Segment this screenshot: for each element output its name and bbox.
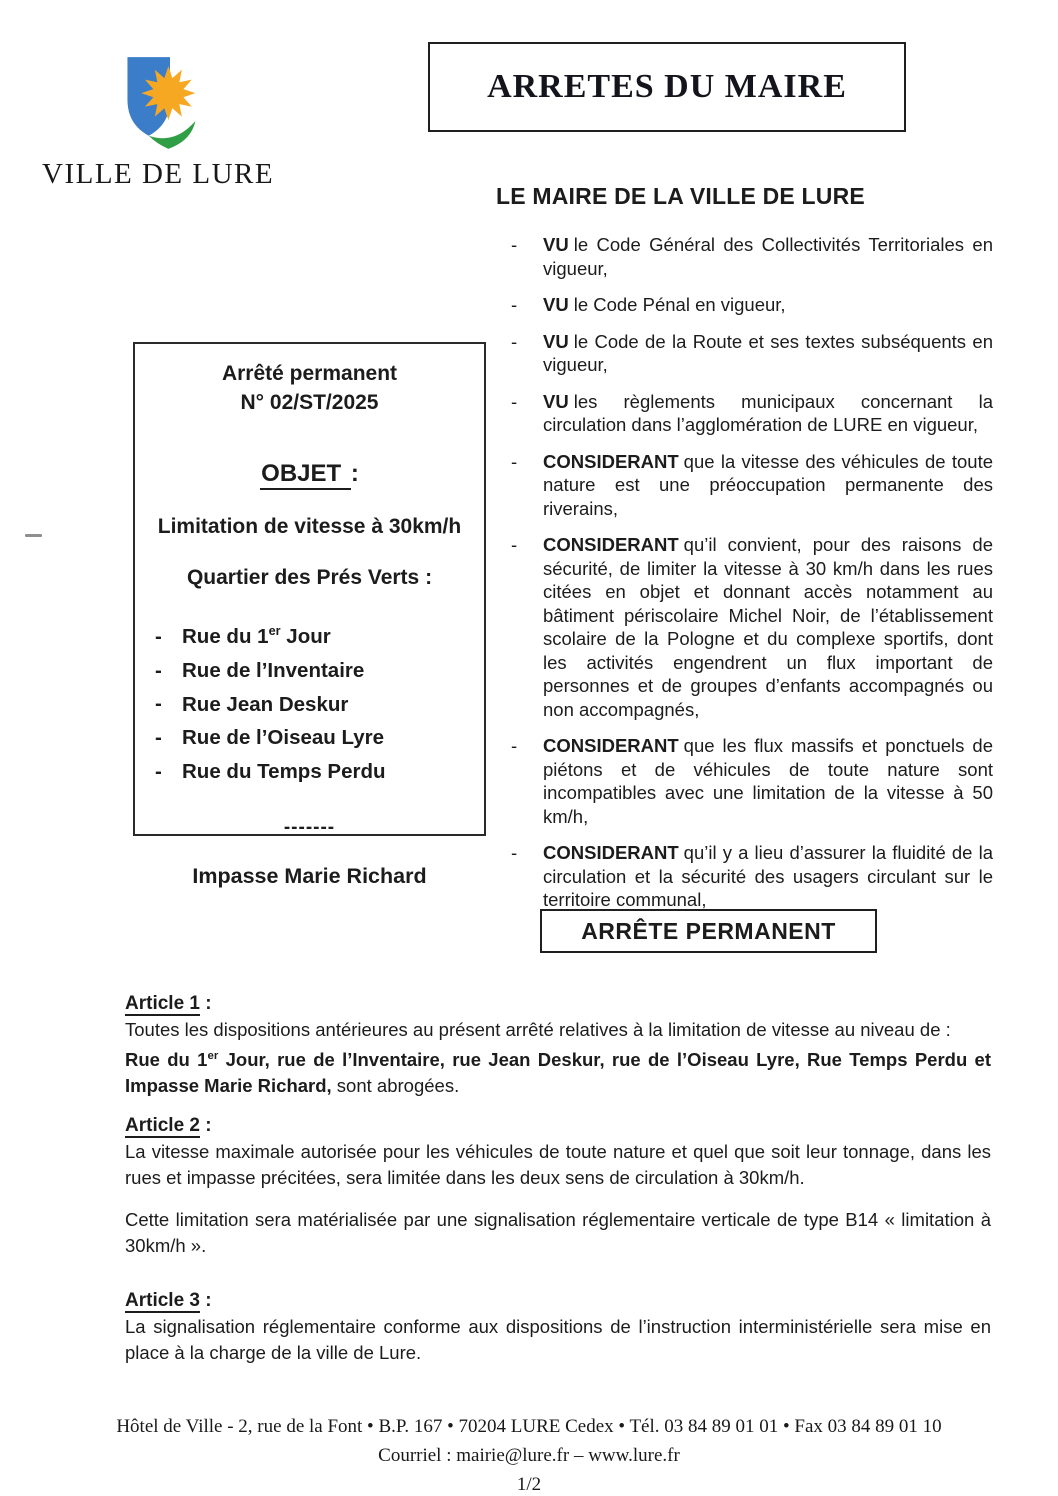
recital-body [543,734,993,828]
impasse-name: Impasse Marie Richard [192,864,427,889]
arrete-number-line1: Arrêté permanent [221,362,398,385]
dash-bullet: - [511,390,518,412]
article-1-body: Rue du 1er Jour, rue de l’Inventaire, rue Jean Deskur, rue de l’Oiseau Lyre, Rue Temps Perdu et Impasse Marie Richard, sont abrogées. [125,1049,991,1097]
article-2-paragraph-2: Cette limitation sera matérialisée par une signalisation réglementaire verticale de type B14 « limitation à 30km/h ». [125,1209,991,1257]
recital-keyword: CONSIDERANT [543,534,679,555]
arrete-permanent-heading: ARRÊTE PERMANENT [581,917,836,944]
recital-keyword: VU [543,294,569,315]
doc-title-box [428,42,906,132]
dash-bullet: - [155,658,162,682]
article-1-heading: Article 1 : [125,993,212,1014]
ville-de-lure-logo [116,52,206,154]
dash-bullet: - [511,450,518,472]
dash-bullet: - [511,234,518,255]
recital-text: le Code Général des Collectivités Territoriales en vigueur, [543,234,993,279]
recital-item [497,390,993,437]
recital-text: qu’il y a lieu d’assurer la fluidité de la circulation et la sécurité des usagers circulant sur le territoire communal, [543,842,993,910]
separator-dashes: ------- [283,817,336,839]
objet-box [133,342,486,889]
recital-body [543,841,993,912]
maire-heading: LE MAIRE DE LA VILLE DE LURE [496,183,865,209]
scan-mark [25,534,42,537]
recital-item [497,450,993,521]
recital-item [497,330,993,377]
recital-item [497,233,993,280]
objet-label: OBJET : [135,460,484,488]
recital-text: que les flux massifs et ponctuels de piétons et de véhicules de toute nature sont incompatibles avec une limitation de la vitesse à 50 km/h, [543,735,993,827]
article-2-heading: Article 2 : [125,1115,212,1137]
recital-text: le Code de la Route et ses textes subséquents en vigueur, [543,330,993,375]
recital-keyword: VU [543,390,569,412]
doc-title: ARRETES DU MAIRE [487,68,847,105]
dash-bullet: - [155,692,162,716]
footer-contact: Courriel : mairie@lure.fr – www.lure.fr [378,1445,680,1466]
dash-bullet: - [511,534,518,555]
recital-body [543,390,993,437]
arrete-number [135,359,484,417]
article-3 [125,1288,991,1366]
recital-item [497,293,993,317]
recital-keyword: VU [543,330,569,352]
city-name: VILLE DE LURE [42,158,275,190]
page-number: 1/2 [516,1474,542,1495]
recital-body [543,330,993,377]
arrete-number-line2: N° 02/ST/2025 [240,391,379,414]
recital-body [543,233,993,280]
recital-text: les règlements municipaux concernant la circulation dans l’agglomération de LURE en vigueur, [543,390,993,435]
recital-body [543,293,993,317]
dash-bullet: - [155,726,162,750]
recital-keyword: VU [543,234,569,255]
recitals-list [497,233,993,925]
article-1 [125,991,991,1099]
articles-section [125,991,991,1380]
recital-text: le Code Pénal en vigueur, [573,294,786,315]
article-3-heading: Article 3 : [125,1290,212,1312]
objet-subject: Limitation de vitesse à 30km/h [157,515,462,538]
recital-keyword: CONSIDERANT [543,842,679,863]
article-1-intro: Toutes les dispositions antérieures au présent arrêté relatives à la limitation de vitesse au niveau de : [125,1019,951,1040]
page-footer [0,1412,1058,1496]
recital-item [497,734,993,828]
dash-bullet: - [511,294,518,315]
recital-keyword: CONSIDERANT [543,735,679,756]
recital-text: que la vitesse des véhicules de toute nature est une préoccupation permanente des riverains, [543,450,993,519]
article-2-paragraph-1: La vitesse maximale autorisée pour les véhicules de toute nature et quel que soit leur tonnage, dans les rues et impasse précitées, sera limitée dans les deux sens de circulation à 30km/h. [125,1141,991,1189]
dash-bullet: - [155,760,162,784]
street-item: - Rue de l’Oiseau Lyre [155,718,484,752]
dash-bullet: - [511,842,518,863]
street-list [155,617,484,786]
street-item: - Rue du Temps Perdu [155,752,484,786]
article-2 [125,1113,991,1259]
dash-bullet: - [155,624,162,648]
recital-keyword: CONSIDERANT [543,450,679,472]
article-3-paragraph-1: La signalisation réglementaire conforme aux dispositions de l’instruction interministérielle sera mise en place à la charge de la ville de Lure. [125,1316,991,1364]
recital-body [543,533,993,721]
recital-body [543,450,993,521]
district-heading: Quartier des Prés Verts : [186,566,433,589]
street-item: - Rue de l’Inventaire [155,651,484,685]
dash-bullet: - [511,330,518,352]
recital-item [497,841,993,912]
street-item: - Rue du 1er Jour [155,617,484,651]
recital-item [497,533,993,721]
arrete-permanent-box [540,909,877,953]
street-item: - Rue Jean Deskur [155,685,484,719]
dash-bullet: - [511,735,518,756]
footer-address: Hôtel de Ville - 2, rue de la Font • B.P. 167 • 70204 LURE Cedex • Tél. 03 84 89 01 01 • Fax 03 84 89 01 10 [116,1416,942,1437]
recital-text: qu’il convient, pour des raisons de sécurité, de limiter la vitesse à 30 km/h dans les rues citées en objet et donnant accès notamment au bâtiment périscolaire Michel Noir, de l’établissement scolaire de la Pologne et du complexe sportifs, dont les activités engendrent un flux important de personnes et de groupes d’enfants accompagnés ou non accompagnés, [543,534,993,720]
